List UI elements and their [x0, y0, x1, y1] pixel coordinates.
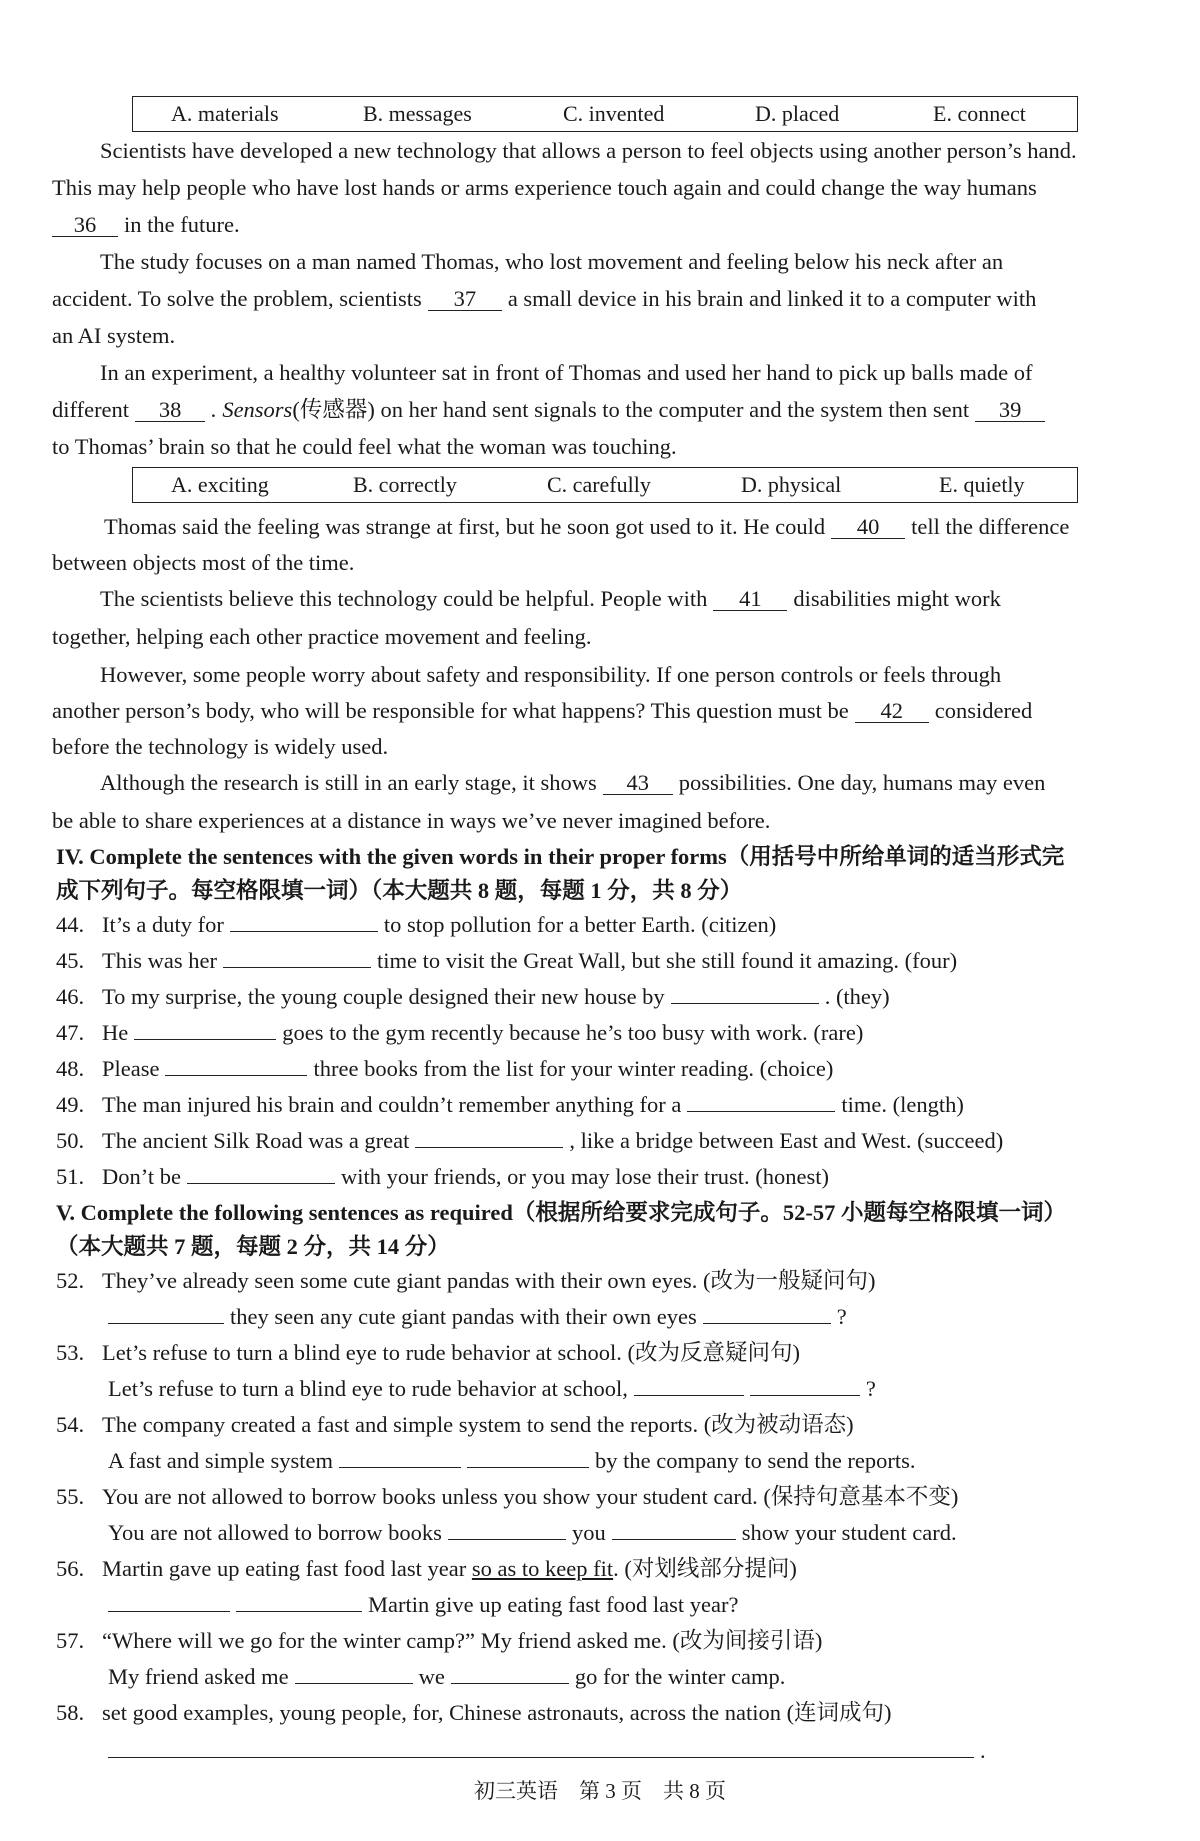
question-54 — [56, 1410, 854, 1440]
question-number: 54. — [56, 1412, 85, 1437]
section-5-heading: （本大题共 7 题，每题 2 分，共 14 分） — [56, 1234, 450, 1259]
question-number: 56. — [56, 1556, 85, 1581]
passage-text: Thomas said the feeling was strange at first, but he soon got used to it. He could — [104, 514, 826, 539]
word-option: A. exciting — [171, 472, 269, 497]
answer-text: they seen any cute giant pandas with their own eyes — [230, 1304, 697, 1329]
question-text: Let’s refuse to turn a blind eye to rude behavior at school. (改为反意疑问句) — [102, 1340, 800, 1365]
question-text: The company created a fast and simple system to send the reports. (改为被动语态) — [102, 1412, 854, 1437]
question-number: 49. — [56, 1092, 85, 1117]
passage-line: to Thomas’ brain so that he could feel what the woman was touching. — [52, 434, 677, 459]
passage-line — [100, 768, 1045, 798]
passage-text: The scientists believe this technology could be helpful. People with — [100, 586, 708, 611]
blank-42[interactable]: 42 — [855, 700, 929, 723]
answer-line — [108, 1374, 876, 1404]
passage-line: In an experiment, a healthy volunteer sat in front of Thomas and used her hand to pick up balls made of — [100, 360, 1033, 385]
question-number: 47. — [56, 1020, 85, 1045]
question-text: Don’t be — [102, 1164, 181, 1189]
passage-text: tell the difference — [911, 514, 1070, 539]
question-number: 48. — [56, 1056, 85, 1081]
answer-blank[interactable] — [687, 1111, 835, 1112]
question-text: This was her — [102, 948, 217, 973]
question-number: 46. — [56, 984, 85, 1009]
passage-text: possibilities. One day, humans may even — [678, 770, 1046, 795]
answer-blank[interactable] — [703, 1323, 831, 1324]
question-text: time to visit the Great Wall, but she still found it amazing. (four) — [376, 948, 958, 973]
passage-line — [104, 512, 1069, 542]
question-number: 58. — [56, 1700, 85, 1725]
blank-40[interactable]: 40 — [831, 516, 905, 539]
question-text: It’s a duty for — [102, 912, 224, 937]
question-text: He — [102, 1020, 129, 1045]
answer-text: Let’s refuse to turn a blind eye to rude behavior at school, — [108, 1376, 628, 1401]
answer-text: Martin give up eating fast food last year? — [368, 1592, 739, 1617]
passage-line — [52, 395, 1051, 425]
question-44 — [56, 910, 776, 940]
question-text: The ancient Silk Road was a great — [102, 1128, 410, 1153]
question-number: 55. — [56, 1484, 85, 1509]
word-option: D. physical — [741, 472, 842, 497]
passage-line: However, some people worry about safety and responsibility. If one person controls or feels through — [100, 662, 1002, 687]
answer-blank[interactable] — [230, 931, 378, 932]
blank-37[interactable]: 37 — [428, 288, 502, 311]
question-45 — [56, 946, 957, 976]
question-49 — [56, 1090, 964, 1120]
answer-text: you — [571, 1520, 606, 1545]
question-text: You are not allowed to borrow books unless you show your student card. (保持句意基本不变) — [102, 1484, 959, 1509]
passage-line — [52, 210, 240, 240]
answer-blank[interactable] — [451, 1683, 569, 1684]
answer-text: go for the winter camp. — [574, 1664, 786, 1689]
passage-text: Although the research is still in an early stage, it shows — [100, 770, 597, 795]
answer-blank[interactable] — [108, 1611, 230, 1612]
answer-text: A fast and simple system — [108, 1448, 333, 1473]
question-text: goes to the gym recently because he’s too busy with work. (rare) — [282, 1020, 864, 1045]
passage-text: considered — [934, 698, 1033, 723]
passage-line: be able to share experiences at a distance in ways we’ve never imagined before. — [52, 808, 771, 833]
answer-text: by the company to send the reports. — [594, 1448, 916, 1473]
passage-line — [52, 696, 1032, 726]
question-text: To my surprise, the young couple designed their new house by — [102, 984, 665, 1009]
answer-line — [108, 1662, 785, 1692]
word-option: B. correctly — [353, 472, 457, 497]
word-option: A. materials — [171, 101, 279, 126]
underlined-part: so as to keep fit — [471, 1556, 614, 1581]
page-footer: 初三英语 第 3 页 共 8 页 — [474, 1779, 726, 1803]
passage-text: disabilities might work — [793, 586, 1001, 611]
question-number: 45. — [56, 948, 85, 973]
question-50 — [56, 1126, 1003, 1156]
question-48 — [56, 1054, 833, 1084]
question-number: 53. — [56, 1340, 85, 1365]
passage-text: different — [52, 397, 130, 422]
blank-39[interactable]: 39 — [975, 399, 1045, 422]
word-option: E. connect — [933, 101, 1026, 126]
question-58 — [56, 1698, 892, 1728]
answer-line — [108, 1518, 957, 1548]
blank-41[interactable]: 41 — [713, 588, 787, 611]
answer-line — [108, 1590, 739, 1620]
section-4-heading: IV. Complete the sentences with the given words in their proper forms（用括号中所给单词的适当形式完 — [56, 844, 1065, 869]
question-57 — [56, 1626, 822, 1656]
passage-line: between objects most of the time. — [52, 550, 355, 575]
answer-line — [108, 1736, 986, 1766]
question-text: Martin gave up eating fast food last year — [102, 1556, 467, 1581]
answer-blank[interactable] — [612, 1539, 736, 1540]
question-55 — [56, 1482, 958, 1512]
word-option: D. placed — [755, 101, 840, 126]
passage-text: accident. To solve the problem, scientists — [52, 286, 422, 311]
answer-blank[interactable] — [448, 1539, 566, 1540]
question-text: three books from the list for your winter reading. (choice) — [313, 1056, 834, 1081]
question-text: set good examples, young people, for, Chinese astronauts, across the nation (连词成句) — [102, 1700, 892, 1725]
answer-blank[interactable] — [415, 1147, 563, 1148]
word-option: E. quietly — [939, 472, 1025, 497]
question-text: time. (length) — [841, 1092, 964, 1117]
answer-blank[interactable] — [671, 1003, 819, 1004]
question-text: with your friends, or you may lose their trust. (honest) — [340, 1164, 829, 1189]
word-option: C. carefully — [547, 472, 651, 497]
answer-blank[interactable] — [634, 1395, 744, 1396]
passage-text: . Sensors — [211, 397, 293, 422]
passage-line: an AI system. — [52, 323, 176, 348]
passage-line — [100, 584, 1001, 614]
passage-line: before the technology is widely used. — [52, 734, 389, 759]
answer-line — [108, 1446, 916, 1476]
word-box-2 — [132, 467, 1078, 503]
question-text: They’ve already seen some cute giant pandas with their own eyes. (改为一般疑问句) — [102, 1268, 876, 1293]
answer-text: ? — [836, 1304, 847, 1329]
answer-blank[interactable] — [467, 1467, 589, 1468]
question-text: , like a bridge between East and West. (succeed) — [569, 1128, 1004, 1153]
answer-blank[interactable] — [108, 1757, 974, 1758]
answer-blank[interactable] — [165, 1075, 307, 1076]
blank-36[interactable]: 36 — [52, 214, 118, 237]
blank-38[interactable]: 38 — [135, 399, 205, 422]
passage-text: (传感器) on her hand sent signals to the computer and the system then sent — [292, 397, 970, 422]
question-number: 50. — [56, 1128, 85, 1153]
blank-43[interactable]: 43 — [603, 772, 673, 795]
answer-text: . — [980, 1738, 986, 1763]
passage-line: This may help people who have lost hands or arms experience touch again and could change the way humans — [52, 175, 1037, 200]
answer-text: You are not allowed to borrow books — [108, 1520, 442, 1545]
question-51 — [56, 1162, 829, 1192]
answer-text: ? — [865, 1376, 876, 1401]
passage-text: another person’s body, who will be responsible for what happens? This question must be — [52, 698, 849, 723]
word-option: C. invented — [563, 101, 665, 126]
answer-blank[interactable] — [187, 1183, 335, 1184]
word-option: B. messages — [363, 101, 472, 126]
passage-line — [52, 284, 1036, 314]
question-47 — [56, 1018, 863, 1048]
question-52 — [56, 1266, 876, 1296]
question-text: . (they) — [824, 984, 890, 1009]
question-text: Please — [102, 1056, 160, 1081]
question-56 — [56, 1554, 797, 1584]
question-number: 44. — [56, 912, 85, 937]
question-53 — [56, 1338, 800, 1368]
question-text: The man injured his brain and couldn’t remember anything for a — [102, 1092, 682, 1117]
answer-blank[interactable] — [236, 1611, 362, 1612]
question-text: to stop pollution for a better Earth. (citizen) — [383, 912, 777, 937]
question-46 — [56, 982, 890, 1012]
question-number: 51. — [56, 1164, 85, 1189]
answer-blank[interactable] — [108, 1323, 224, 1324]
answer-text: we — [418, 1664, 445, 1689]
question-number: 57. — [56, 1628, 85, 1653]
question-number: 52. — [56, 1268, 85, 1293]
answer-line — [108, 1302, 847, 1332]
answer-blank[interactable] — [223, 967, 371, 968]
passage-text: in the future. — [124, 212, 240, 237]
answer-text: My friend asked me — [108, 1664, 289, 1689]
word-box-1 — [132, 96, 1078, 132]
passage-line: The study focuses on a man named Thomas, who lost movement and feeling below his neck after an — [100, 249, 1004, 274]
answer-blank[interactable] — [295, 1683, 413, 1684]
passage-text: a small device in his brain and linked it to a computer with — [507, 286, 1037, 311]
answer-blank[interactable] — [339, 1467, 461, 1468]
section-4-heading: 成下列句子。每空格限填一词）（本大题共 8 题，每题 1 分，共 8 分） — [56, 878, 743, 903]
answer-text: show your student card. — [741, 1520, 957, 1545]
passage-line: together, helping each other practice movement and feeling. — [52, 624, 592, 649]
answer-blank[interactable] — [134, 1039, 276, 1040]
passage-line: Scientists have developed a new technology that allows a person to feel objects using another person’s hand. — [100, 138, 1077, 163]
question-text: . (对划线部分提问) — [613, 1556, 797, 1581]
section-5-heading: V. Complete the following sentences as required（根据所给要求完成句子。52-57 小题每空格限填一词） — [56, 1200, 1066, 1225]
question-text: “Where will we go for the winter camp?” My friend asked me. (改为间接引语) — [102, 1628, 823, 1653]
answer-blank[interactable] — [750, 1395, 860, 1396]
